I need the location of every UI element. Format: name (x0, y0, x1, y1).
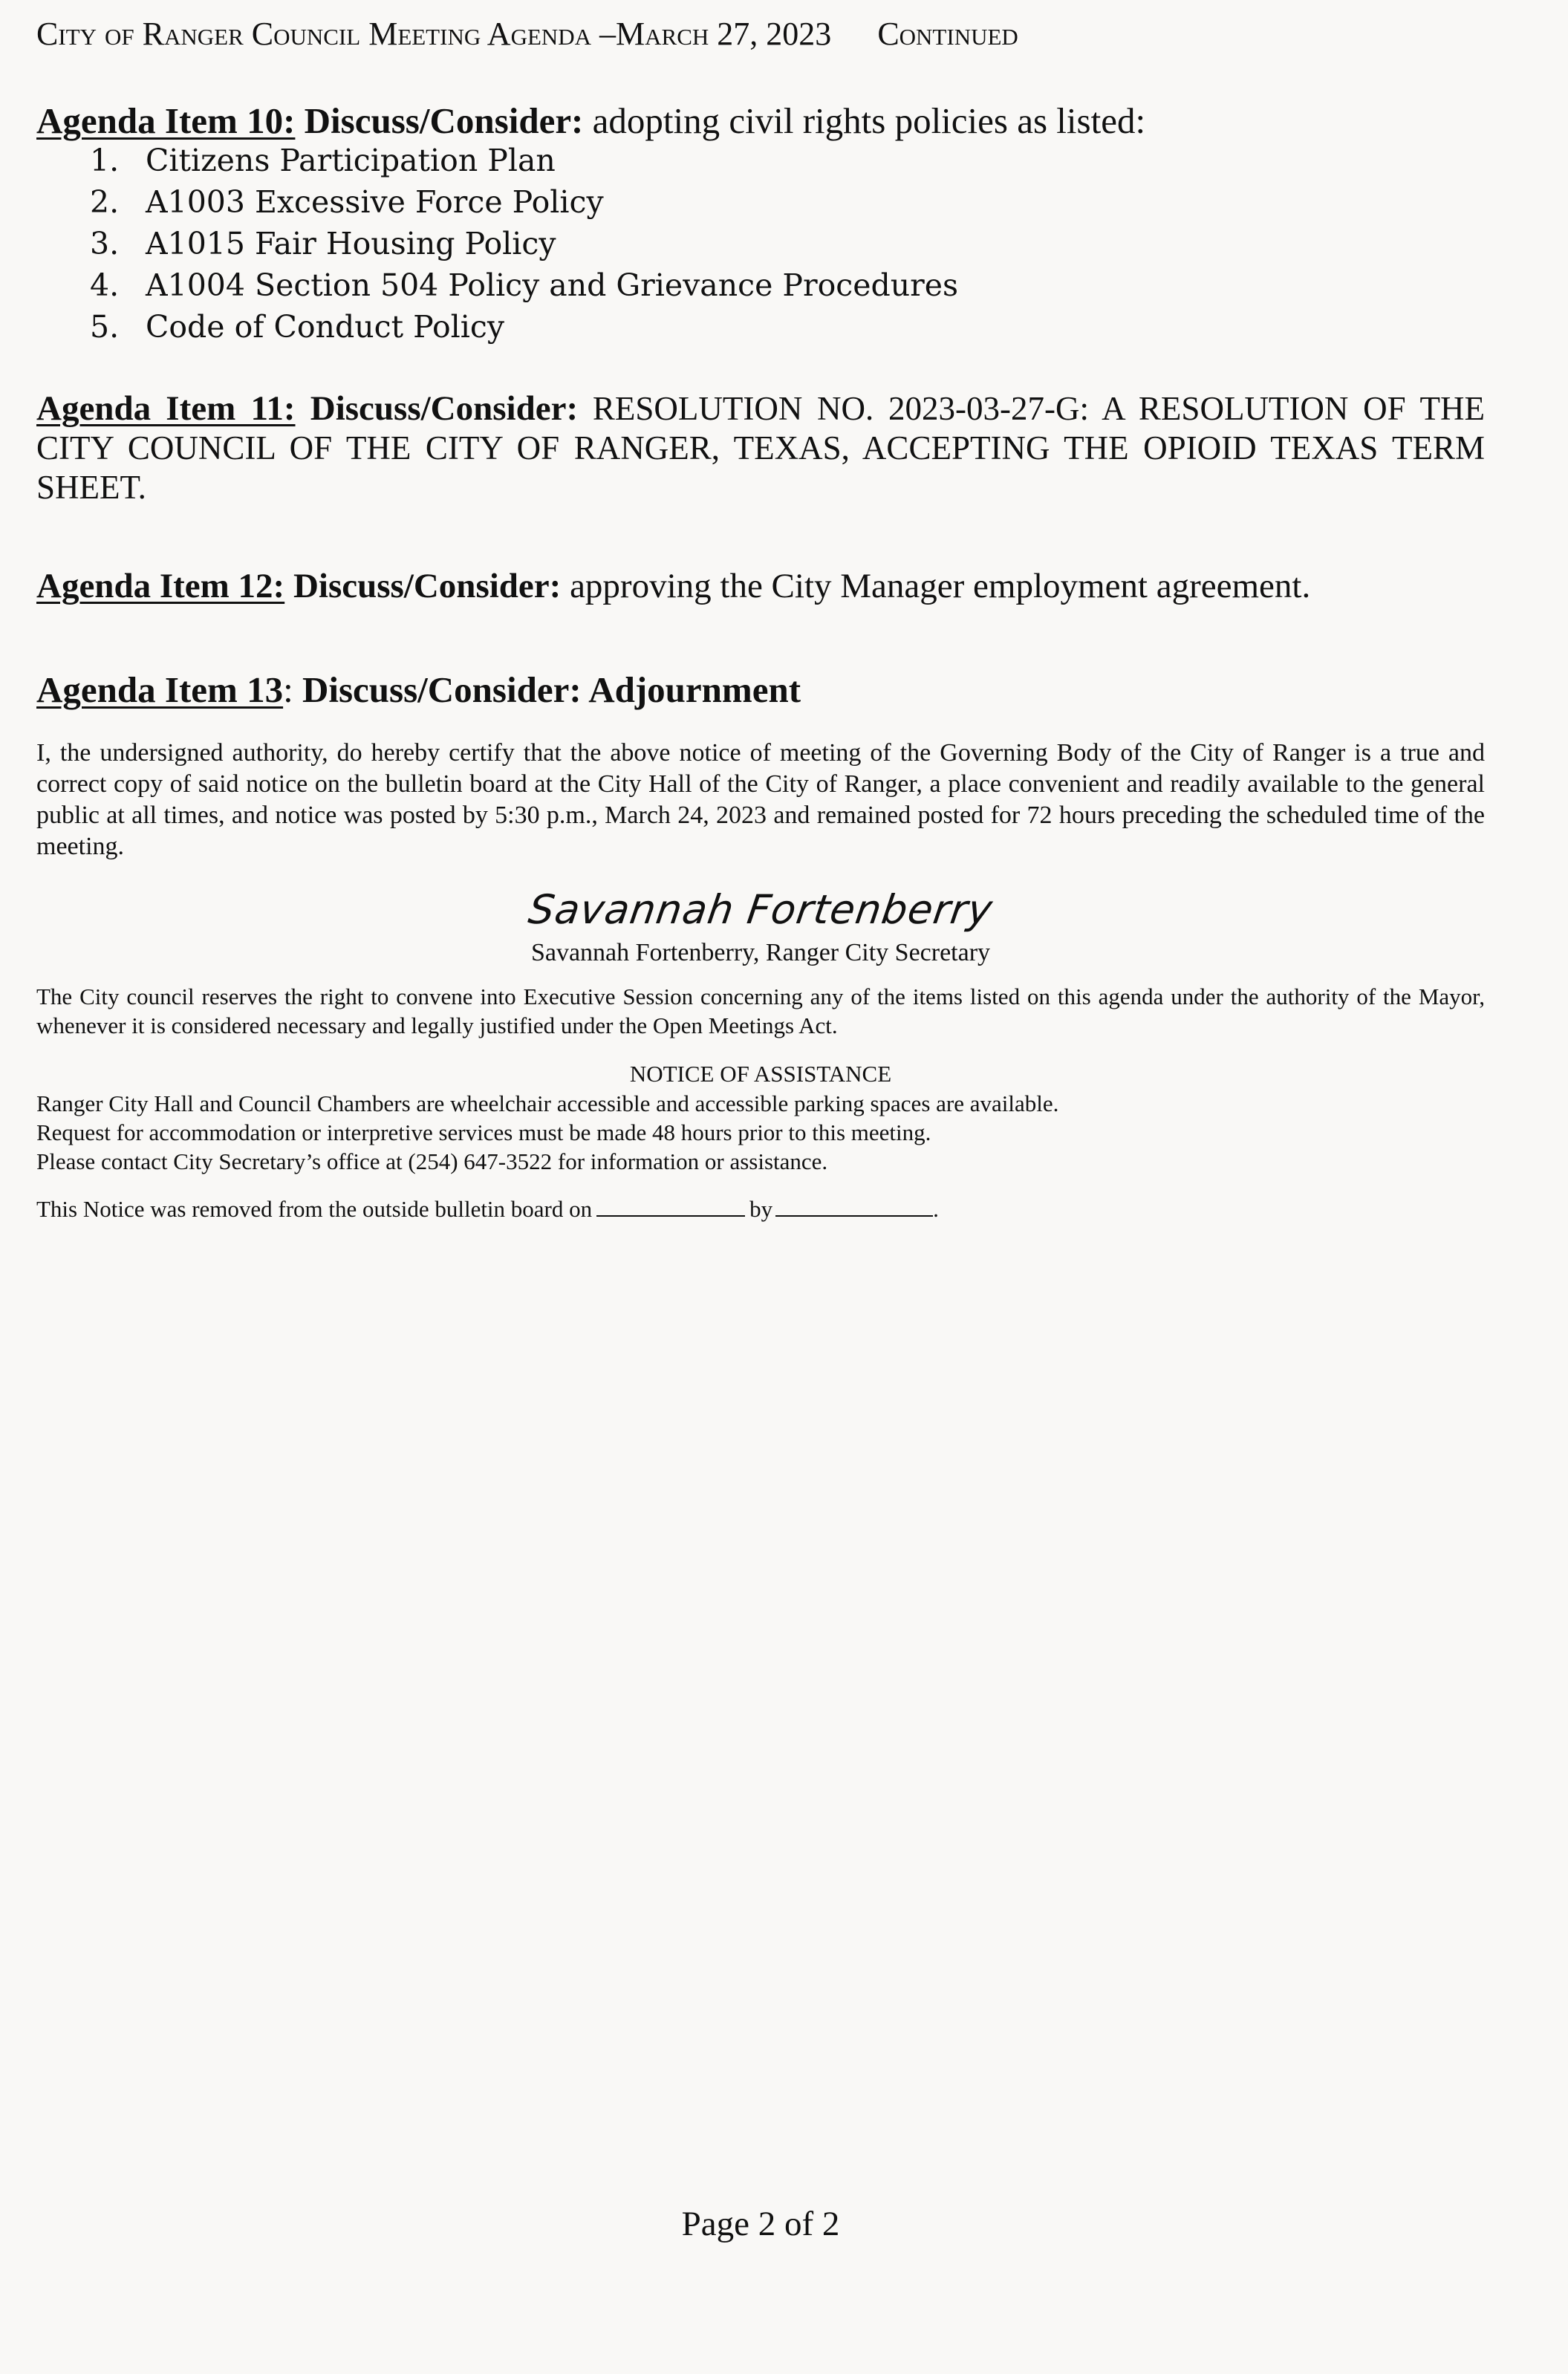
item-13-label: Agenda Item 13 (36, 669, 284, 710)
header-continued: Continued (877, 16, 1018, 52)
item-11-text: RESOLUTION NO. 2023-03-27-G: A RESOLUTION OF THE CITY COUNCIL OF THE CITY OF RANGER, TEXAS, ACCEPTING THE OPIOID TEXAS TERM SHEET. (36, 390, 1486, 506)
list-number: 2. (90, 184, 120, 220)
agenda-item-13 (36, 669, 801, 711)
notice-line: Request for accommodation or interpretive services must be made 48 hours prior to this meeting. (36, 1119, 931, 1145)
page-header (36, 15, 1018, 53)
item-13-discuss: Discuss/Consider: Adjournment (302, 669, 801, 710)
page-number: Page 2 of 2 (681, 2205, 840, 2243)
signature-script: Savannah Fortenberry (525, 886, 996, 933)
removal-notice (36, 1194, 939, 1223)
item-12-text: approving the City Manager employment agreement. (570, 567, 1311, 605)
item-11-discuss: Discuss/Consider: (310, 389, 579, 428)
list-item (90, 306, 958, 348)
list-text: Citizens Participation Plan (146, 143, 556, 178)
list-item (90, 181, 958, 223)
item-12-discuss: Discuss/Consider: (293, 567, 562, 605)
notice-of-assistance-lines (36, 1089, 1058, 1176)
removal-by-text: by (749, 1196, 773, 1222)
item-12-label: Agenda Item 12: (36, 567, 285, 605)
header-title: City of Ranger Council Meeting Agenda –March 27, 2023 (36, 16, 832, 52)
agenda-item-12 (36, 566, 1310, 606)
agenda-item-10 (36, 100, 1145, 142)
removal-date-blank (596, 1194, 745, 1217)
item-10-label: Agenda Item 10: (36, 100, 296, 141)
signatory-name: Savannah Fortenberry, Ranger City Secretary (530, 939, 991, 966)
item-10-discuss: Discuss/Consider: (304, 100, 584, 141)
notice-line: Ranger City Hall and Council Chambers are wheelchair accessible and accessible parking spaces are available. (36, 1090, 1059, 1116)
signature-image (36, 884, 1485, 936)
list-number: 3. (90, 226, 120, 261)
certification-paragraph: I, the undersigned authority, do hereby certify that the above notice of meeting of the Governing Body of the City of Ranger is a true and correct copy of said notice on the bulletin board at the City Hall of the City of Ranger, a place convenient and readily available to the general public at all times, and notice was posted by 5:30 p.m., March 24, 2023 and remained posted for 72 hours preceding the scheduled time of the meeting. (36, 739, 1485, 860)
executive-session-paragraph: The City council reserves the right to convene into Executive Session concerning any of the items listed on this agenda under the authority of the Mayor, whenever it is considered necessary and legally justified under the Open Meetings Act. (36, 983, 1485, 1038)
list-item (90, 140, 958, 181)
removal-period: . (933, 1196, 939, 1222)
item-11-label: Agenda Item 11: (36, 389, 296, 428)
list-text: A1004 Section 504 Policy and Grievance Procedures (146, 267, 959, 303)
agenda-item-11 (36, 389, 1485, 507)
list-number: 5. (90, 309, 120, 345)
item-13-colon: : (283, 669, 293, 710)
list-item (90, 223, 958, 264)
list-text: Code of Conduct Policy (146, 309, 505, 345)
policy-list (90, 140, 958, 348)
list-item (90, 264, 958, 306)
list-number: 1. (90, 143, 120, 178)
list-text: A1003 Excessive Force Policy (146, 184, 604, 220)
item-10-text: adopting civil rights policies as listed: (592, 100, 1146, 141)
notice-line: Please contact City Secretary’s office at (254) 647-3522 for information or assistance. (36, 1148, 828, 1174)
removal-text: This Notice was removed from the outside bulletin board on (36, 1196, 593, 1222)
removal-by-blank (775, 1194, 933, 1217)
notice-of-assistance-title: NOTICE OF ASSISTANCE (629, 1061, 892, 1087)
list-text: A1015 Fair Housing Policy (146, 226, 556, 261)
list-number: 4. (90, 267, 120, 303)
